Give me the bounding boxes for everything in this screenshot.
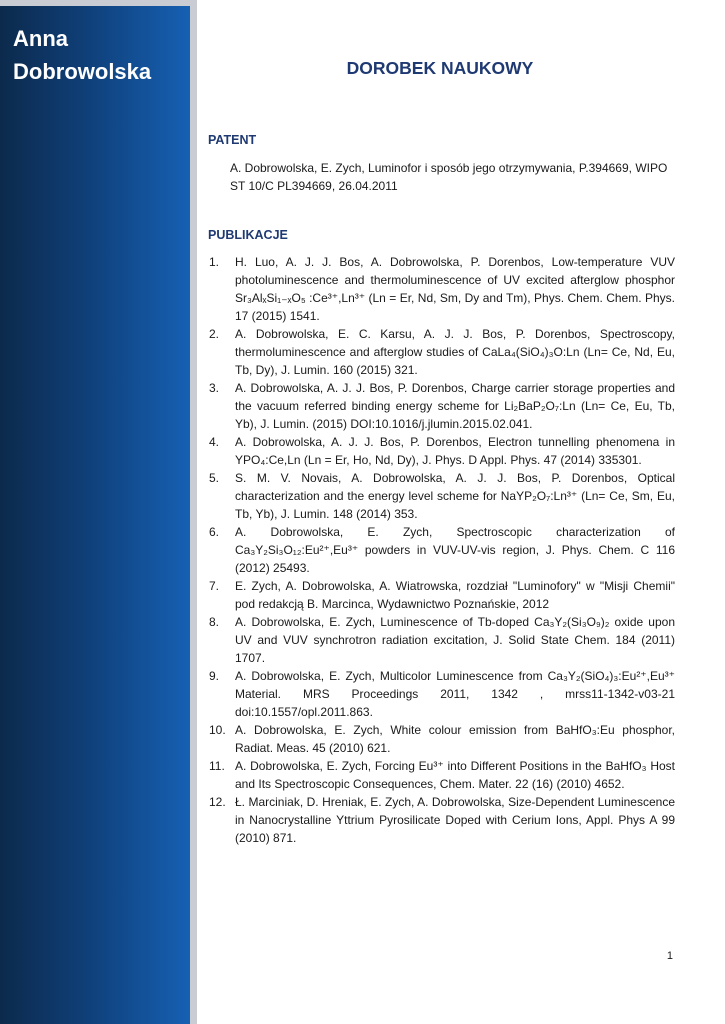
publication-item [209,721,675,757]
publications-heading: PUBLIKACJE [208,228,288,242]
publication-number: 3. [209,381,220,395]
publication-number: 6. [209,525,220,539]
publication-number: 5. [209,471,220,485]
publication-number: 2. [209,327,220,341]
publication-item [209,613,675,667]
author-first-name: Anna [13,26,68,51]
publication-text: A. Dobrowolska, E. Zych, White colour emission from BaHfO₃:Eu phosphor, Radiat. Meas. 45 (2010) 621. [235,723,675,755]
publication-number: 11. [209,759,225,773]
publication-item [209,667,675,721]
publication-item [209,523,675,577]
publication-number: 12. [209,795,226,809]
publication-number: 10. [209,723,226,737]
author-last-name: Dobrowolska [13,59,152,84]
publication-list [209,253,675,847]
publication-item [209,577,675,613]
publication-text: A. Dobrowolska, A. J. J. Bos, P. Dorenbos, Charge carrier storage properties and the vacuum referred binding energy scheme for Li₂BaP₂O₇:Ln (Ln= Ce, Eu, Tb, Yb), J. Lumin. (2015) DOI:10.1016/j.jlumin.2015.02.041. [235,381,675,431]
publication-item [209,469,675,523]
publication-item [209,379,675,433]
publication-number: 7. [209,579,220,593]
publication-item [209,325,675,379]
sidebar-panel [0,6,190,1024]
page-title: DOROBEK NAUKOWY [346,58,534,78]
publication-number: 9. [209,669,220,683]
publication-item [209,793,675,847]
sidebar [0,0,197,1024]
publication-text: A. Dobrowolska, E. Zych, Spectroscopic characterization of Ca₃Y₂Si₃O₁₂:Eu²⁺,Eu³⁺ powders in VUV-UV-vis region, J. Phys. Chem. C 116 (2012) 25493. [235,525,675,575]
publication-item [209,757,675,793]
publication-text: A. Dobrowolska, A. J. J. Bos, P. Dorenbos, Electron tunnelling phenomena in YPO₄:Ce,Ln (Ln = Er, Ho, Nd, Dy), J. Phys. D Appl. Phys. 47 (2014) 335301. [235,435,675,467]
patent-heading: PATENT [208,133,257,147]
patent-entry: A. Dobrowolska, E. Zych, Luminofor i sposób jego otrzymywania, P.394669, WIPO ST 10/C PL394669, 26.04.2011 [230,161,668,193]
publication-text: A. Dobrowolska, E. Zych, Luminescence of Tb-doped Ca₃Y₂(Si₃O₉)₂ oxide upon UV and VUV synchrotron radiation excitation, J. Solid State Chem. 184 (2011) 1707. [235,615,675,665]
publication-text: Ł. Marciniak, D. Hreniak, E. Zych, A. Dobrowolska, Size-Dependent Luminescence in Nanocrystalline Yttrium Pyrosilicate Doped with Cerium Ions, Appl. Phys A 99 (2010) 871. [235,795,675,845]
publication-number: 8. [209,615,220,629]
publication-number: 4. [209,435,220,449]
publication-text: A. Dobrowolska, E. Zych, Multicolor Luminescence from Ca₃Y₂(SiO₄)₃:Eu²⁺,Eu³⁺ Material. MRS Proceedings 2011, 1342 , mrss11-1342-v03-21 doi:10.1557/opl.2011.863. [235,669,675,719]
author-name [13,22,151,88]
page-number: 1 [666,950,673,962]
publication-number: 1. [209,255,220,269]
publication-text: H. Luo, A. J. J. Bos, A. Dobrowolska, P. Dorenbos, Low-temperature VUV photoluminescence and thermoluminescence of UV excited afterglow phosphor Sr₃AlₓSi₁₋ₓO₅ :Ce³⁺,Ln³⁺ (Ln = Er, Nd, Sm, Dy and Tm), Phys. Chem. Chem. Phys. 17 (2015) 1541. [235,255,675,323]
publication-text: A. Dobrowolska, E. Zych, Forcing Eu³⁺ into Different Positions in the BaHfO₃ Host and Its Spectroscopic Consequences, Chem. Mater. 22 (16) (2010) 4652. [235,759,675,791]
publication-item [209,253,675,325]
publication-item [209,433,675,469]
publication-text: E. Zych, A. Dobrowolska, A. Wiatrowska, rozdział "Luminofory" w "Misji Chemii" pod redakcją B. Marcinca, Wydawnictwo Poznańskie, 2012 [235,579,675,611]
publication-text: A. Dobrowolska, E. C. Karsu, A. J. J. Bos, P. Dorenbos, Spectroscopy, thermoluminescence and afterglow studies of CaLa₄(SiO₄)₃O:Ln (Ln= Ce, Nd, Eu, Tb, Dy), J. Lumin. 160 (2015) 321. [235,327,675,377]
publication-text: S. M. V. Novais, A. Dobrowolska, A. J. J. Bos, P. Dorenbos, Optical characterization and the energy level scheme for NaYP₂O₇:Ln³⁺ (Ln= Ce, Sm, Eu, Tb, Yb), J. Lumin. 148 (2014) 353. [235,471,675,521]
